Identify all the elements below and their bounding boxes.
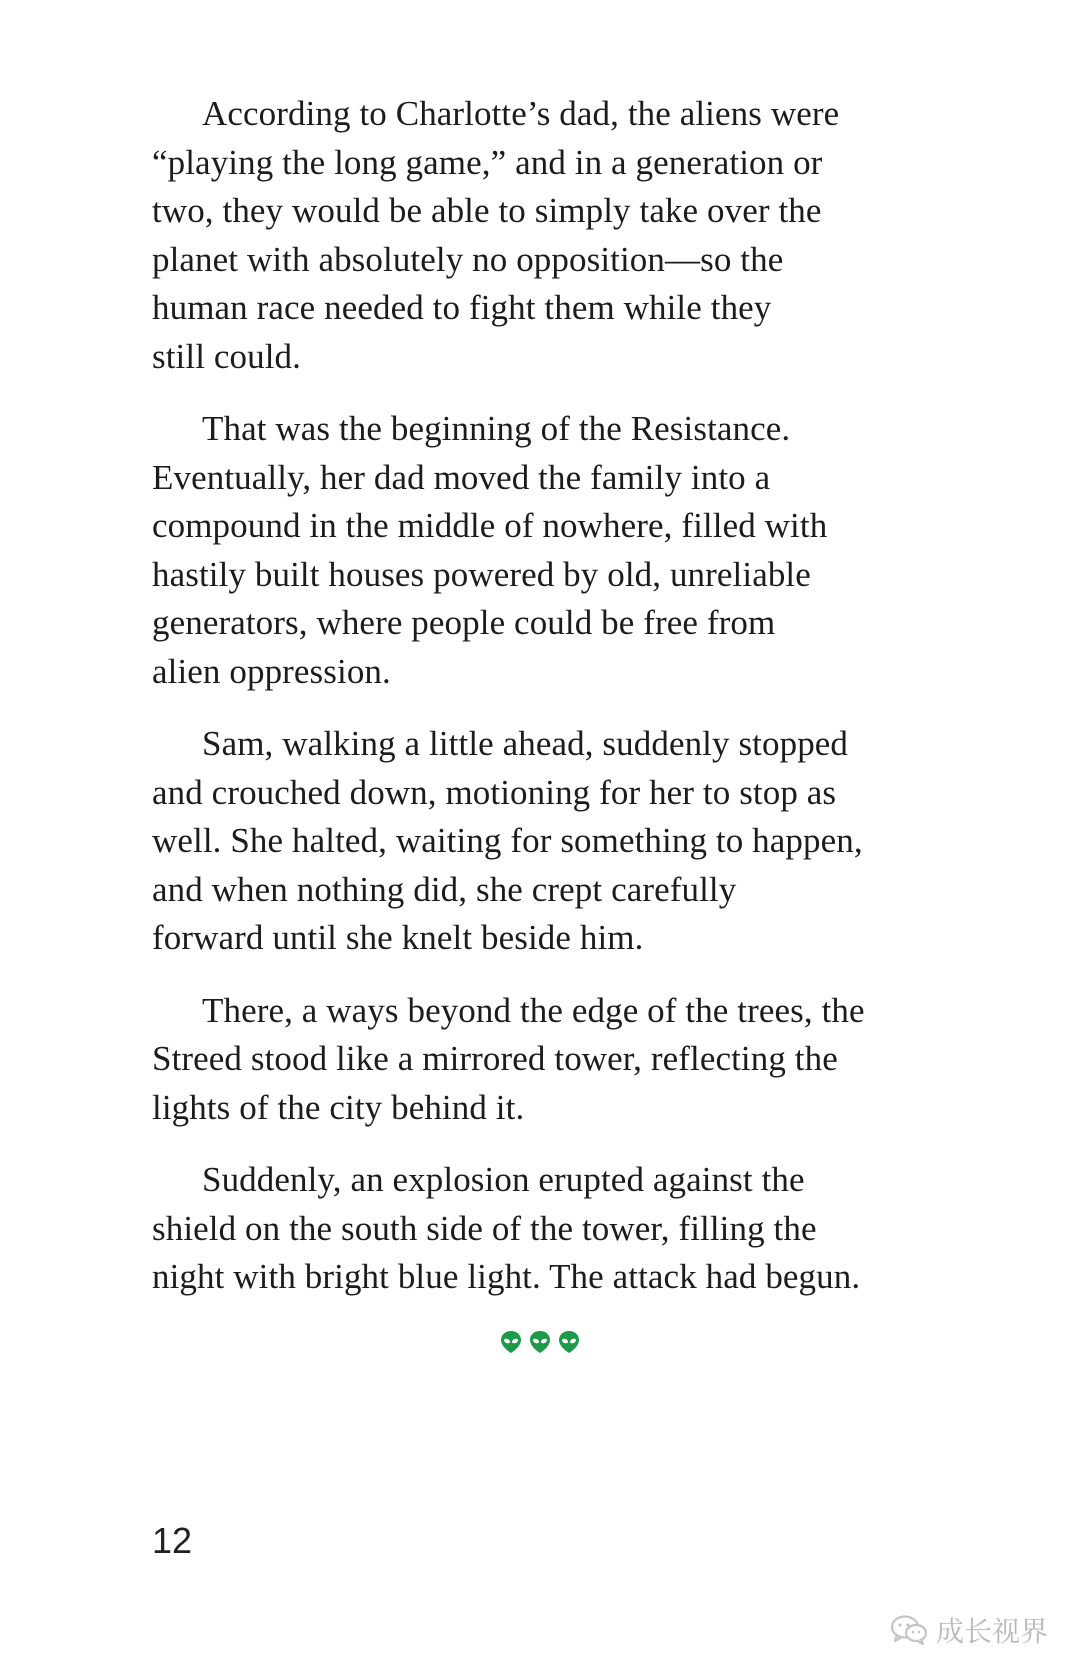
paragraph	[152, 720, 952, 963]
text-line: shield on the south side of the tower, filling the	[152, 1208, 817, 1248]
text-line: and when nothing did, she crept carefully	[152, 869, 737, 909]
text-line: That was the beginning of the Resistance.	[202, 409, 791, 448]
text-line: lights of the city behind it.	[152, 1087, 525, 1127]
text-line: planet with absolutely no opposition—so the	[152, 239, 784, 279]
alien-head-icon	[529, 1330, 551, 1354]
text-line: “playing the long game,” and in a generation or	[152, 142, 823, 182]
text-line: alien oppression.	[152, 651, 391, 691]
text-line: still could.	[152, 336, 301, 376]
alien-head-icon	[500, 1330, 522, 1354]
text-line: well. She halted, waiting for something to happen,	[152, 821, 863, 860]
text-line: compound in the middle of nowhere, filled with	[152, 506, 828, 545]
paragraph	[152, 987, 952, 1133]
text-line: According to Charlotte’s dad, the aliens were	[202, 94, 840, 133]
watermark	[890, 1610, 1048, 1650]
text-line: Streed stood like a mirrored tower, reflecting the	[152, 1039, 838, 1078]
wechat-icon	[890, 1614, 928, 1646]
text-line: Suddenly, an explosion erupted against the	[202, 1160, 805, 1199]
text-line: two, they would be able to simply take over the	[152, 191, 822, 230]
text-line: generators, where people could be free from	[152, 603, 776, 642]
text-line: Eventually, her dad moved the family into a	[152, 457, 771, 497]
section-break-ornament	[500, 1330, 590, 1354]
text-line: Sam, walking a little ahead, suddenly stopped	[202, 724, 849, 763]
text-line: human race needed to fight them while they	[152, 288, 772, 327]
watermark-label: 成长视界	[936, 1615, 1049, 1648]
text-line: and crouched down, motioning for her to stop as	[152, 772, 837, 812]
body-text	[152, 90, 952, 1326]
paragraph	[152, 1156, 952, 1302]
text-line: forward until she knelt beside him.	[152, 918, 644, 957]
text-line: hastily built houses powered by old, unreliable	[152, 554, 811, 594]
page-number: 12	[152, 1520, 193, 1561]
text-line: night with bright blue light. The attack had begun.	[152, 1257, 861, 1296]
paragraph	[152, 90, 952, 381]
text-line: There, a ways beyond the edge of the trees, the	[202, 990, 865, 1030]
alien-head-icon	[558, 1330, 580, 1354]
paragraph	[152, 405, 952, 696]
